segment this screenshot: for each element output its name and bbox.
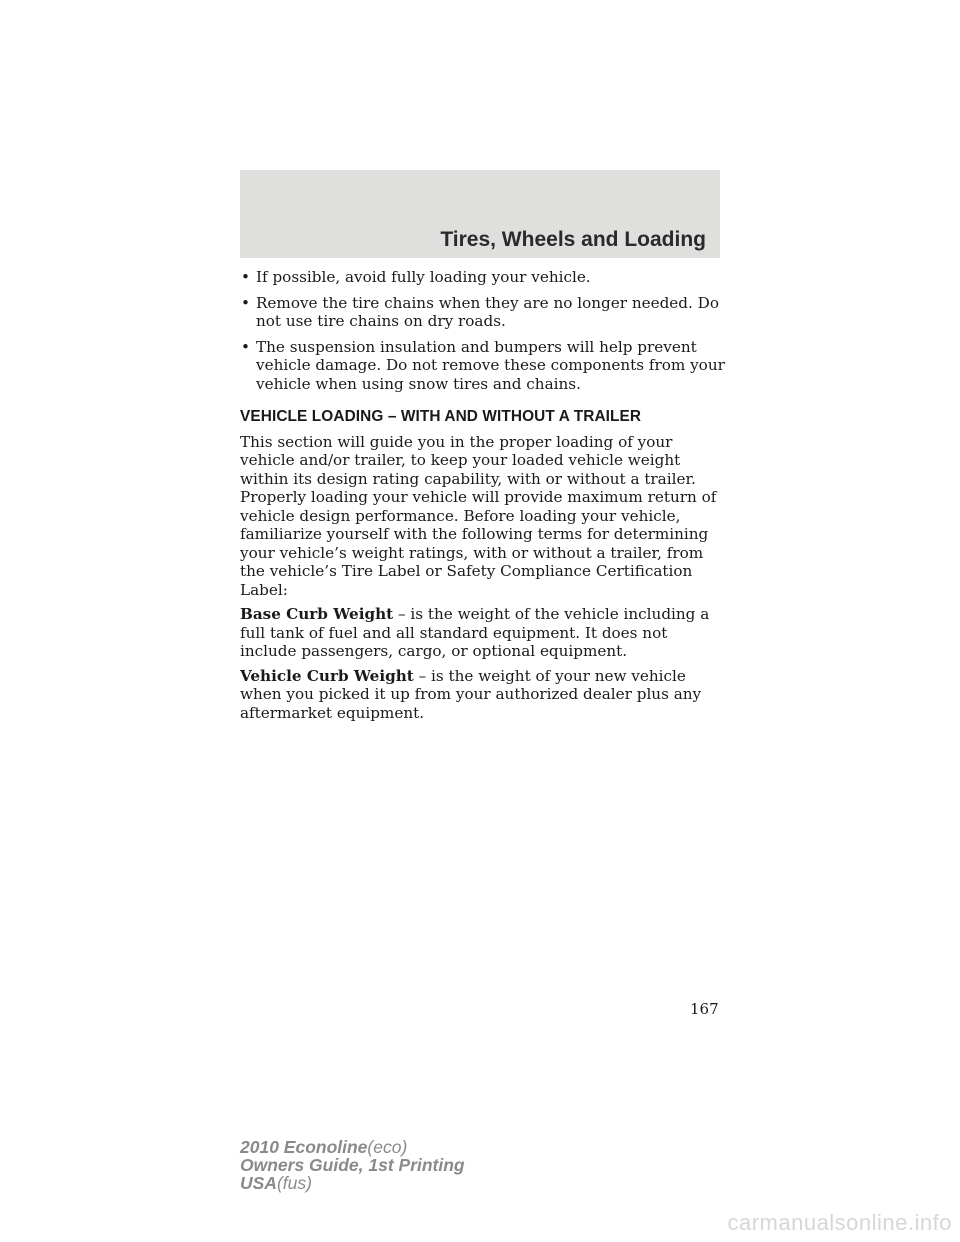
section-heading: VEHICLE LOADING – WITH AND WITHOUT A TRAILER	[240, 408, 642, 425]
section-header-band	[240, 170, 720, 258]
list-item-text: If possible, avoid fully loading your vehicle.	[256, 268, 591, 286]
definition-term: Vehicle Curb Weight	[240, 666, 414, 685]
footer-market-code: (fus)	[276, 1173, 312, 1193]
list-item	[240, 268, 726, 287]
list-item-text: The suspension insulation and bumpers will help prevent vehicle damage. Do not remove these components from your vehicle when using snow tires and chains.	[256, 337, 725, 393]
definition-vehicle-curb-weight	[240, 667, 726, 723]
site-watermark: carmanualsonline.info	[727, 1210, 952, 1235]
bullet-icon: •	[241, 293, 250, 312]
page-content	[240, 268, 726, 728]
intro-paragraph: This section will guide you in the proper loading of your vehicle and/or trailer, to keep your loaded vehicle weight within its design rating capability, with or without a trailer. Properly loading your vehicle will provide maximum return of vehicle design performance. Before loading your vehicle, familiarize yourself with the following terms for determining your vehicle’s weight ratings, with or without a trailer, from the vehicle’s Tire Label or Safety Compliance Certification Label:	[240, 432, 717, 599]
section-title: Tires, Wheels and Loading	[440, 228, 706, 251]
footer-market: USA	[240, 1173, 277, 1193]
bullet-icon: •	[241, 268, 250, 286]
document-footer	[240, 1138, 465, 1192]
definition-text: – is the weight of your new vehicle when you picked it up from your authorized dealer plus any aftermarket equipment.	[240, 666, 702, 722]
definition-term: Base Curb Weight	[240, 605, 394, 623]
footer-line-printing: Owners Guide, 1st Printing	[240, 1155, 465, 1175]
bullet-icon: •	[241, 337, 250, 356]
page-number: 167	[690, 1000, 719, 1018]
list-item-text: Remove the tire chains when they are no longer needed. Do not use tire chains on dry roads.	[256, 293, 719, 330]
footer-model: 2010 Econoline	[240, 1137, 368, 1157]
definition-text: – is the weight of the vehicle including a full tank of fuel and all standard equipment. It does not include passengers, cargo, or optional equipment.	[240, 605, 710, 660]
footer-line-market	[240, 1174, 465, 1192]
list-item	[240, 294, 726, 331]
definition-base-curb-weight	[240, 605, 726, 661]
footer-line-model	[240, 1138, 465, 1156]
tips-list	[240, 268, 726, 393]
footer-model-code: (eco)	[367, 1137, 408, 1157]
list-item	[240, 338, 726, 394]
